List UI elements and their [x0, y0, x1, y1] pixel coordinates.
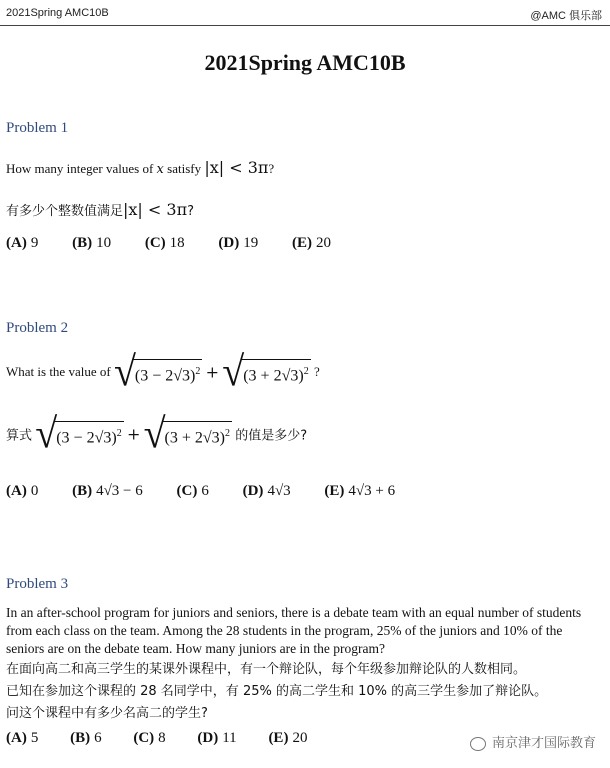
- choice-value: 4√3 + 6: [348, 483, 396, 499]
- problem-1-choice-e: [292, 235, 331, 252]
- problem-3-english: In an after-school program for juniors and seniors, there is a debate team with an equal number of students from each class on the team. Among the 28 students in the program, 25% of the juniors and 10% of the seniors are on the debate team. How many juniors are in the program?: [6, 605, 582, 656]
- radicand: (3 − 2√3): [56, 429, 117, 447]
- problem-1-en-expr: |x| < 3π: [204, 158, 269, 177]
- problem-1-choice-d: [218, 235, 258, 252]
- radicand: (3 + 2√3): [164, 429, 226, 447]
- header-right-text: @AMC 俱乐部: [530, 10, 602, 22]
- choice-label: (D): [197, 730, 219, 746]
- problem-1-choice-a: [6, 235, 38, 252]
- problem-3-chinese-line-1: 在面向高二和高三学生的某课外课程中，有一个辩论队，每个年级参加辩论队的人数相同。: [6, 662, 527, 677]
- wechat-icon: [470, 737, 486, 751]
- choice-label: (A): [6, 235, 27, 251]
- problem-1-choice-c: [145, 235, 185, 252]
- problem-1-cn-expr: |x| < 3π: [123, 200, 188, 219]
- choice-label: (C): [176, 483, 198, 499]
- exponent: 2: [116, 427, 122, 439]
- problem-2-choice-e: [324, 483, 395, 500]
- header-left-text: 2021Spring AMC10B: [6, 7, 109, 19]
- problem-2-choice-c: [177, 483, 209, 500]
- sqrt-symbol: √: [143, 409, 166, 458]
- problem-2-en-end: ?: [313, 364, 320, 379]
- choice-label: (D): [242, 483, 264, 499]
- problem-1-en-end: ?: [268, 161, 275, 176]
- problem-1-en-var: x: [156, 162, 164, 177]
- problem-1-en-mid: satisfy: [163, 161, 205, 176]
- choice-value: 4√3 − 6: [96, 483, 143, 499]
- choice-value: 6: [94, 730, 102, 746]
- choice-label: (A): [6, 483, 27, 499]
- problem-1-en-prefix: How many integer values of: [6, 161, 157, 176]
- problem-3-choice-c: [133, 730, 165, 747]
- radicand: (3 − 2√3): [134, 367, 196, 385]
- choice-label: (C): [144, 235, 166, 251]
- problem-3-choices: [6, 730, 307, 747]
- exponent: 2: [225, 427, 231, 439]
- page-title: 2021Spring AMC10B: [204, 50, 406, 75]
- problem-1-cn-prefix: 有多少个整数值满足: [6, 204, 124, 219]
- problem-2-chinese: [6, 409, 308, 458]
- problem-3-choice-e: [268, 730, 307, 747]
- plus-sign: +: [205, 362, 220, 382]
- problem-2-en-prefix: What is the value of: [6, 364, 114, 379]
- problem-1-title: Problem 1: [6, 120, 69, 136]
- page-header: [0, 0, 610, 26]
- problem-3-choice-b: [70, 730, 102, 747]
- choice-value: 4√3: [267, 483, 291, 499]
- problem-2-en-radical-1: [113, 347, 202, 396]
- exponent: 2: [195, 365, 201, 377]
- choice-label: (C): [133, 730, 155, 746]
- choice-value: 6: [201, 483, 209, 499]
- problem-2-cn-radical-2: [143, 409, 232, 458]
- choice-value: 20: [292, 730, 308, 746]
- problem-2-cn-end: 的值是多少?: [235, 428, 308, 444]
- problem-1-chinese: [6, 200, 194, 221]
- radicand: (3 + 2√3): [243, 367, 304, 385]
- choice-label: (B): [72, 235, 93, 251]
- sqrt-symbol: √: [113, 347, 136, 396]
- problem-2-choice-b: [72, 483, 143, 500]
- choice-value: 0: [30, 483, 39, 499]
- choice-value: 9: [30, 235, 39, 251]
- problem-2-title: Problem 2: [6, 320, 69, 336]
- problem-3-chinese-line-2: 已知在参加这个课程的 28 名同学中，有 25% 的高二学生和 10% 的高三学生参加了辩论队。: [6, 684, 548, 699]
- watermark-text: 南京津才国际教育: [491, 736, 596, 751]
- problem-2-cn-radical-1: [35, 409, 123, 458]
- problem-1-choices: [6, 235, 331, 252]
- choice-label: (E): [291, 235, 312, 251]
- choice-label: (B): [70, 730, 91, 746]
- choice-label: (D): [218, 235, 240, 251]
- choice-label: (E): [268, 730, 289, 746]
- problem-3-choice-d: [197, 730, 236, 747]
- sqrt-symbol: √: [35, 409, 58, 458]
- problem-2-choice-a: [6, 483, 38, 500]
- watermark: [470, 732, 596, 751]
- plus-sign: +: [126, 424, 141, 444]
- exponent: 2: [303, 365, 309, 377]
- choice-value: 11: [222, 730, 237, 746]
- choice-value: 18: [169, 235, 185, 251]
- problem-1-cn-end: ?: [187, 204, 194, 219]
- choice-label: (A): [6, 730, 27, 746]
- choice-label: (E): [324, 483, 345, 499]
- problem-1-choice-b: [72, 235, 111, 252]
- choice-value: 20: [315, 235, 331, 251]
- problem-1-english: [6, 158, 274, 177]
- problem-2-choice-d: [243, 483, 291, 500]
- problem-2-cn-prefix: 算式: [6, 428, 33, 444]
- problem-3-title: Problem 3: [6, 576, 69, 592]
- choice-value: 10: [96, 235, 112, 251]
- choice-value: 19: [243, 235, 259, 251]
- problem-2-choices: [6, 483, 395, 500]
- problem-2-english: [6, 347, 320, 396]
- problem-3-chinese-line-3: 问这个课程中有多少名高二的学生?: [6, 706, 208, 721]
- problem-2-en-radical-2: [222, 347, 310, 396]
- sqrt-symbol: √: [222, 347, 245, 396]
- choice-value: 8: [158, 730, 166, 746]
- choice-label: (B): [72, 483, 93, 499]
- problem-3-choice-a: [6, 730, 38, 747]
- choice-value: 5: [30, 730, 39, 746]
